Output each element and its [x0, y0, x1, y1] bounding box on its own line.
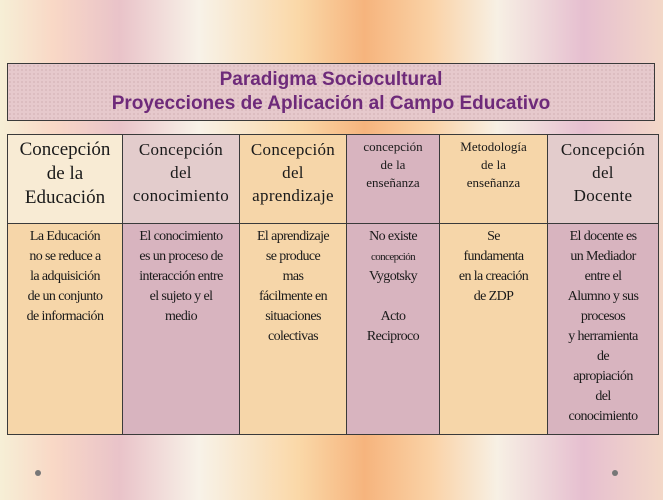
- header-concepcion-educacion: [8, 135, 123, 224]
- cell-line: No existe: [369, 229, 417, 244]
- cell-line: la adquisición: [30, 269, 100, 284]
- cell-line: de información: [26, 309, 104, 324]
- header-line: Concepción: [250, 140, 336, 159]
- cell-line: concepción: [370, 251, 416, 263]
- header-concepcion-ensenanza: [347, 135, 440, 224]
- header-line: Docente: [573, 186, 633, 205]
- cell-line: medio: [165, 309, 197, 324]
- cell-line: El conocimiento: [139, 229, 223, 244]
- header-line: Educación: [24, 187, 106, 208]
- header-concepcion-docente: [548, 135, 659, 224]
- header-line: de la: [46, 163, 84, 184]
- cell-line: mas: [282, 269, 304, 284]
- header-metodologia-ensenanza: [440, 135, 548, 224]
- bullet-dot-right: [612, 470, 618, 476]
- cell-line: un Mediador: [570, 249, 636, 264]
- header-line: del: [592, 163, 614, 182]
- cell-line: colectivas: [268, 329, 318, 344]
- cell-line: conocimiento: [568, 409, 638, 424]
- header-line: conocimiento: [132, 186, 230, 205]
- cell-metodologia: [440, 224, 548, 435]
- cell-line: El aprendizaje: [256, 229, 330, 244]
- cell-line: fácilmente en: [259, 289, 327, 304]
- header-line: Metodología: [460, 139, 527, 154]
- cell-line: El docente es: [569, 229, 637, 244]
- header-concepcion-conocimiento: [123, 135, 240, 224]
- cell-line: Vygotsky: [368, 269, 418, 284]
- header-line: aprendizaje: [252, 186, 334, 205]
- cell-line: procesos: [580, 309, 626, 324]
- cell-line: se produce: [265, 249, 321, 264]
- cell-line: interacción entre: [139, 269, 223, 284]
- cell-line: no se reduce a: [29, 249, 101, 264]
- cell-line: el sujeto y el: [149, 289, 213, 304]
- cell-line: y herramienta: [568, 329, 638, 344]
- cell-line: Acto: [380, 309, 406, 324]
- bullet-dot-left: [35, 470, 41, 476]
- slide-title: Paradigma Sociocultural: [219, 69, 443, 90]
- cell-conocimiento: [123, 224, 240, 435]
- cell-line: entre el: [584, 269, 622, 284]
- header-line: Concepción: [19, 139, 111, 160]
- cell-educacion: [8, 224, 123, 435]
- header-line: concepción: [363, 139, 423, 154]
- header-line: del: [282, 163, 304, 182]
- cell-docente: [548, 224, 659, 435]
- cell-line: en la creación: [458, 269, 529, 284]
- header-line: del: [170, 163, 192, 182]
- cell-line: Reciproco: [366, 329, 420, 344]
- cell-line: del: [595, 389, 611, 404]
- spacer: [349, 287, 437, 307]
- cell-line: La Educación: [29, 229, 101, 244]
- header-row: [8, 135, 659, 224]
- cell-line: situaciones: [265, 309, 321, 324]
- cell-line: de ZDP: [473, 289, 514, 304]
- cell-aprendizaje: [240, 224, 347, 435]
- cell-line: fundamenta: [463, 249, 524, 264]
- header-line: de la: [380, 157, 406, 172]
- body-row: [8, 224, 659, 435]
- slide-title-box: [7, 63, 655, 121]
- cell-line: de: [596, 349, 609, 364]
- cell-line: es un proceso de: [139, 249, 223, 264]
- comparison-table: [7, 134, 659, 435]
- cell-line: de un conjunto: [27, 289, 103, 304]
- slide-subtitle: Proyecciones de Aplicación al Campo Educativo: [111, 93, 551, 114]
- header-concepcion-aprendizaje: [240, 135, 347, 224]
- header-line: enseñanza: [366, 175, 420, 190]
- header-line: Concepción: [138, 140, 224, 159]
- header-line: de la: [481, 157, 506, 172]
- cell-line: Alumno y sus: [567, 289, 639, 304]
- header-line: enseñanza: [466, 175, 521, 190]
- header-line: Concepción: [560, 140, 646, 159]
- cell-ensenanza: [347, 224, 440, 435]
- cell-line: Se: [487, 229, 500, 244]
- cell-line: apropiación: [573, 369, 633, 384]
